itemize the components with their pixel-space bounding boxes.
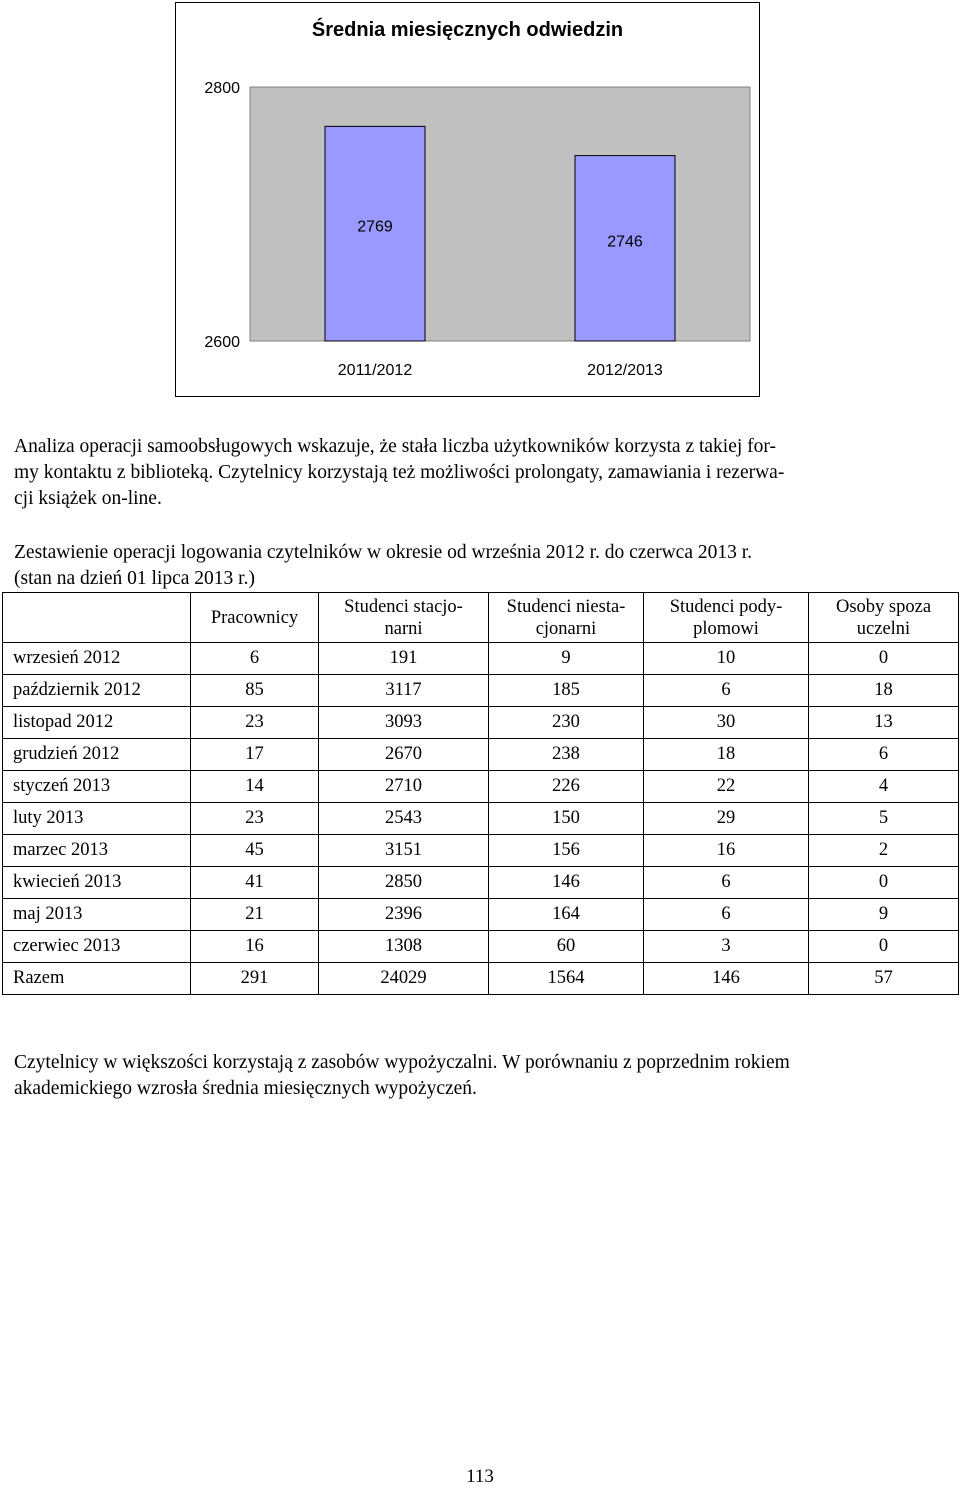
table-row [3, 675, 959, 707]
table-total-row [3, 963, 959, 995]
row-label-cell: luty 2013 [3, 803, 191, 835]
paragraph-line: Zestawienie operacji logowania czytelników w okresie od września 2012 r. do czerwca 2013 r. [14, 542, 753, 563]
table-cell: 21 [191, 899, 319, 931]
table-cell: 29 [644, 803, 809, 835]
table-cell: 9 [489, 643, 644, 675]
y-tick-label: 2800 [204, 80, 240, 97]
table-cell: 10 [644, 643, 809, 675]
table-cell: 150 [489, 803, 644, 835]
bar-value-label: 2769 [357, 218, 393, 236]
table-cell: 156 [489, 835, 644, 867]
row-label-cell: czerwiec 2013 [3, 931, 191, 963]
table-cell: 6 [644, 867, 809, 899]
table-cell: 191 [319, 643, 489, 675]
table-cell: 24029 [319, 963, 489, 995]
login-operations-table [2, 592, 959, 995]
table-row [3, 803, 959, 835]
row-label-cell: maj 2013 [3, 899, 191, 931]
header-text-line: narni [384, 619, 423, 639]
row-label-cell: marzec 2013 [3, 835, 191, 867]
table-row [3, 739, 959, 771]
table-cell: 146 [489, 867, 644, 899]
table-cell: 291 [191, 963, 319, 995]
x-tick-label: 2011/2012 [337, 362, 413, 379]
table-cell: 9 [809, 899, 959, 931]
table-cell: 230 [489, 707, 644, 739]
table-cell: 6 [191, 643, 319, 675]
table-cell: 3093 [319, 707, 489, 739]
table-header-row [3, 593, 959, 643]
table-cell: 238 [489, 739, 644, 771]
table-cell: 17 [191, 739, 319, 771]
table-header-corner [3, 593, 191, 643]
table-header-cell [644, 593, 809, 643]
table-cell: 3117 [319, 675, 489, 707]
table-cell: 23 [191, 707, 319, 739]
bar-value-label: 2746 [607, 233, 643, 251]
chart-plot [176, 3, 761, 398]
table-cell: 30 [644, 707, 809, 739]
table-row [3, 771, 959, 803]
table-cell: 6 [644, 899, 809, 931]
header-text-line: Studenci pody- [669, 597, 783, 617]
table-cell: 3151 [319, 835, 489, 867]
row-label-cell: Razem [3, 963, 191, 995]
table-cell: 6 [809, 739, 959, 771]
bar-chart [175, 2, 760, 397]
table-cell: 23 [191, 803, 319, 835]
table-cell: 164 [489, 899, 644, 931]
table-cell: 0 [809, 643, 959, 675]
header-text-line: Studenci stacjo- [344, 597, 463, 617]
table-cell: 16 [191, 931, 319, 963]
table-cell: 18 [644, 739, 809, 771]
table-cell: 16 [644, 835, 809, 867]
row-label-cell: listopad 2012 [3, 707, 191, 739]
header-text-line: Pracownicy [210, 608, 299, 628]
paragraph-line: cji książek on-line. [14, 488, 162, 509]
table-cell: 185 [489, 675, 644, 707]
header-text-line: plomowi [693, 619, 759, 639]
row-label-cell: wrzesień 2012 [3, 643, 191, 675]
table-header-cell [191, 593, 319, 643]
table-cell: 146 [644, 963, 809, 995]
paragraph-lending [14, 1050, 944, 1102]
table-header-cell [809, 593, 959, 643]
header-text-line: Studenci niesta- [506, 597, 626, 617]
table-cell: 57 [809, 963, 959, 995]
table-cell: 45 [191, 835, 319, 867]
x-tick-label: 2012/2013 [587, 362, 663, 379]
table-caption [14, 540, 944, 592]
table-cell: 60 [489, 931, 644, 963]
header-text-line: uczelni [856, 619, 911, 639]
paragraph-line: (stan na dzień 01 lipca 2013 r.) [14, 568, 255, 589]
table-body [3, 643, 959, 995]
table-header-cell [489, 593, 644, 643]
table-cell: 6 [644, 675, 809, 707]
table-header-cell [319, 593, 489, 643]
table-cell: 3 [644, 931, 809, 963]
paragraph-line: Analiza operacji samoobsługowych wskazuje, że stała liczba użytkowników korzysta z takiej for- [14, 436, 777, 457]
page-number: 113 [466, 1466, 494, 1487]
table-cell: 18 [809, 675, 959, 707]
table-cell: 5 [809, 803, 959, 835]
paragraph-self-service [14, 434, 944, 512]
row-label-cell: kwiecień 2013 [3, 867, 191, 899]
table-row [3, 899, 959, 931]
table-cell: 13 [809, 707, 959, 739]
table-row [3, 867, 959, 899]
paragraph-line: my kontaktu z biblioteką. Czytelnicy korzystają też możliwości prolongaty, zamawiania i rezerwa- [14, 462, 785, 483]
table-row [3, 835, 959, 867]
table-cell: 14 [191, 771, 319, 803]
table-cell: 2 [809, 835, 959, 867]
table-cell: 4 [809, 771, 959, 803]
row-label-cell: październik 2012 [3, 675, 191, 707]
table-cell: 2543 [319, 803, 489, 835]
y-tick-label: 2600 [204, 334, 240, 351]
table-row [3, 643, 959, 675]
paragraph-line: akademickiego wzrosła średnia miesięcznych wypożyczeń. [14, 1078, 477, 1099]
table-cell: 0 [809, 931, 959, 963]
table-cell: 2396 [319, 899, 489, 931]
table-cell: 41 [191, 867, 319, 899]
table-cell: 1308 [319, 931, 489, 963]
row-label-cell: styczeń 2013 [3, 771, 191, 803]
header-text-line: cjonarni [535, 619, 597, 639]
chart-title: Średnia miesięcznych odwiedzin [311, 19, 624, 41]
table-cell: 2710 [319, 771, 489, 803]
table-cell: 2850 [319, 867, 489, 899]
paragraph-line: Czytelnicy w większości korzystają z zasobów wypożyczalni. W porównaniu z poprzednim rokiem [14, 1052, 790, 1073]
table-cell: 1564 [489, 963, 644, 995]
header-text-line: Osoby spoza [835, 597, 932, 617]
row-label-cell: grudzień 2012 [3, 739, 191, 771]
table-cell: 0 [809, 867, 959, 899]
table-cell: 22 [644, 771, 809, 803]
table-cell: 226 [489, 771, 644, 803]
table-row [3, 931, 959, 963]
table-row [3, 707, 959, 739]
table-cell: 2670 [319, 739, 489, 771]
table-cell: 85 [191, 675, 319, 707]
